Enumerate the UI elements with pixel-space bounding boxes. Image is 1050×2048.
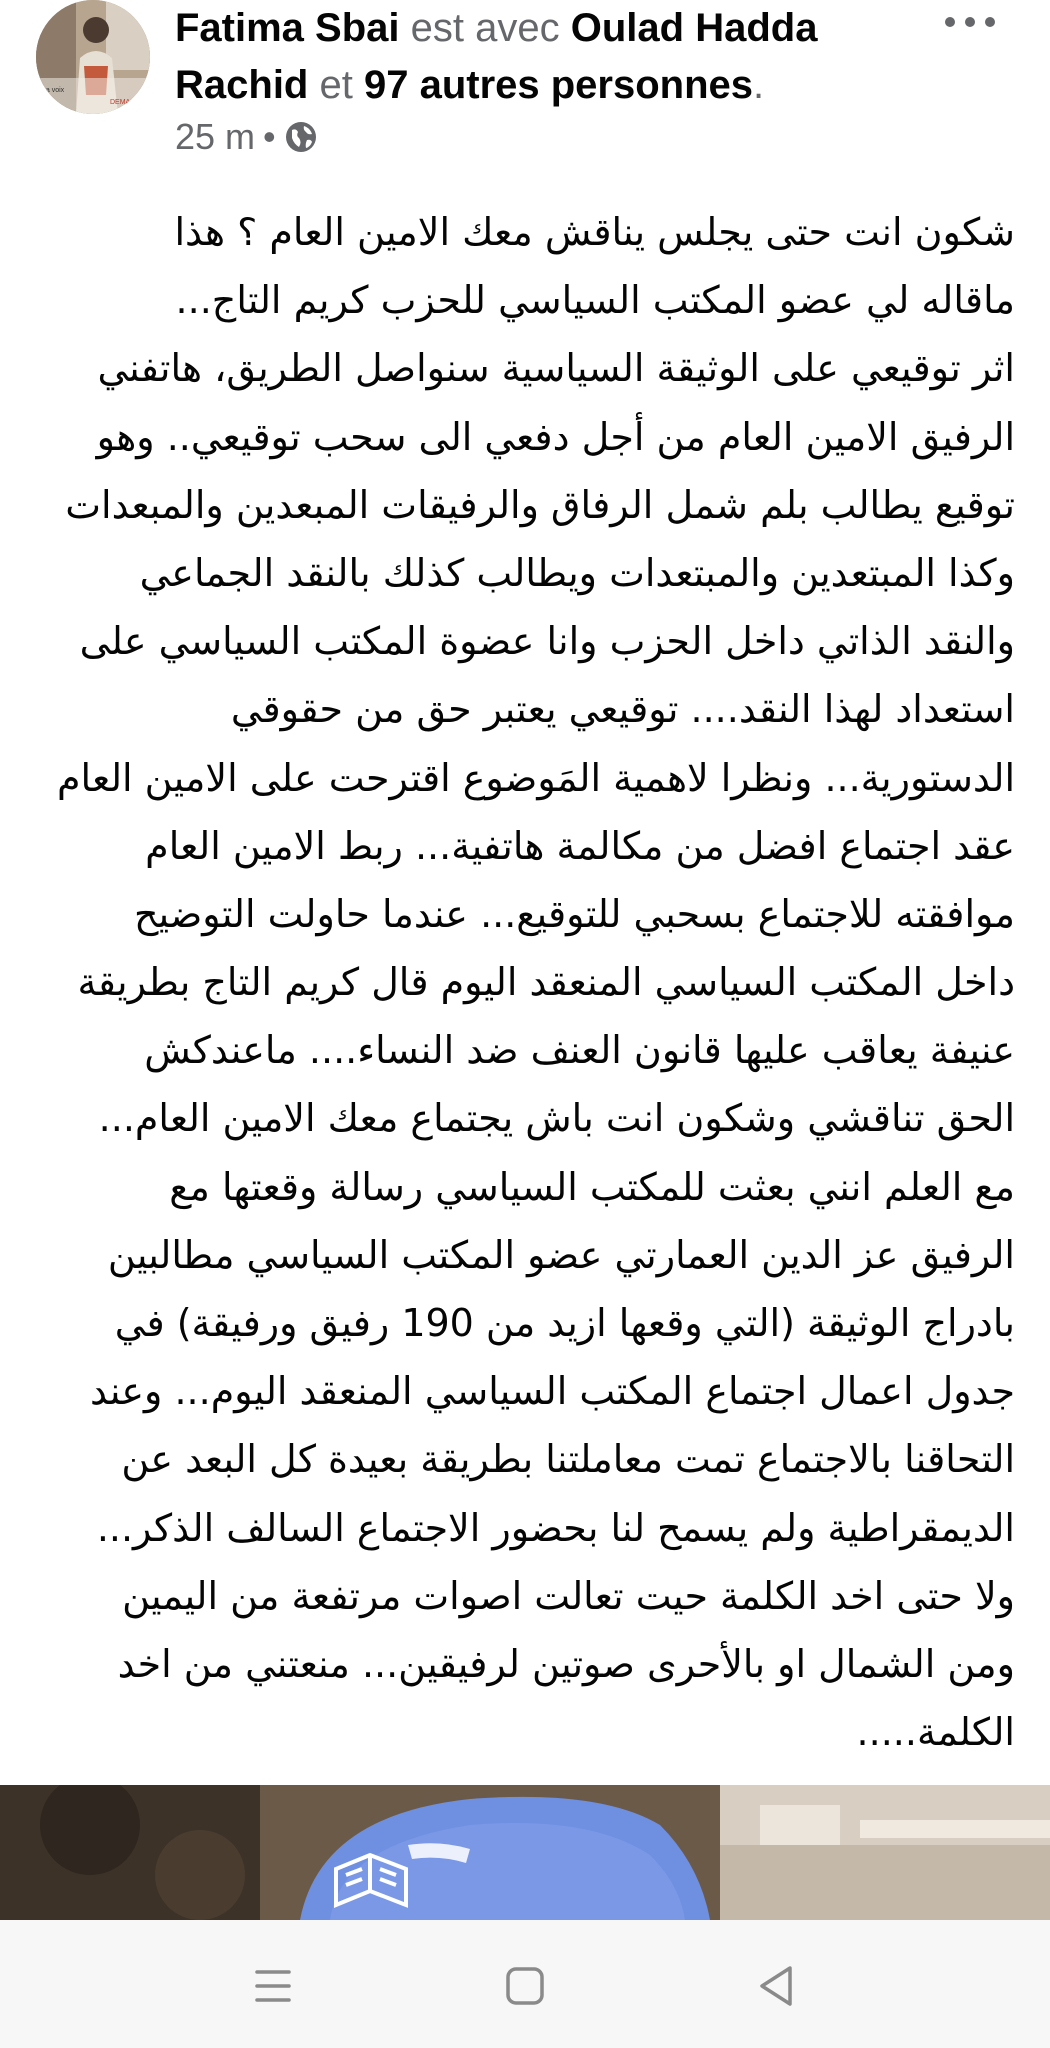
post-body-text xyxy=(40,198,1015,1766)
post-text-line: شكون انت حتى يجلس يناقش معك الامين العام ؟ هذا xyxy=(174,210,1015,254)
post-header xyxy=(0,0,1050,170)
post-text-line: الرفيق الامين العام من أجل دفعي الى سحب توقيعي.. وهو xyxy=(96,414,1015,459)
avatar-photo xyxy=(36,0,150,114)
post-text-line: مع العلم انني بعثت للمكتب السياسي رسالة وقعتها مع xyxy=(169,1164,1015,1209)
post-time[interactable]: 25 m xyxy=(175,116,256,157)
post-text-line: ولا حتى اخد الكلمة حيت تعالت اصوات مرتفعة من اليمين xyxy=(122,1573,1015,1618)
post-text-line: بادراج الوثيقة (التي وقعها ازيد من 190 رفيق ورفيقة) في xyxy=(114,1301,1015,1345)
post-photo-content xyxy=(0,1785,1050,1920)
post-text-line: الديمقراطية ولم يسمح لنا بحضور الاجتماع السالف الذكر... xyxy=(96,1505,1015,1550)
post-text-line: الدستورية... ونظرا لاهمية المَوضوع اقترحت على الامين العام xyxy=(57,755,1015,800)
avatar-caption: La voix xyxy=(42,87,65,94)
avatar-tag: DEMAIN xyxy=(110,99,138,106)
home-icon[interactable] xyxy=(495,1956,555,2016)
post-text-line: اثر توقيعي على الوثيقة السياسية سنواصل الطريق، هاتفني xyxy=(97,346,1015,391)
post-text-line: وكذا المبتعدين والمبتعدات ويطالب كذلك بالنقد الجماعي xyxy=(139,550,1015,595)
globe-icon[interactable] xyxy=(284,120,318,154)
post-photo[interactable] xyxy=(0,1785,1050,1920)
tagged-person-name-cont[interactable]: Rachid xyxy=(175,63,309,107)
post-meta xyxy=(175,116,318,158)
post-text-line: جدول اعمال اجتماع المكتب السياسي المنعقد اليوم... وعند xyxy=(89,1369,1015,1414)
more-options-icon[interactable] xyxy=(940,10,1000,34)
post-text-line: داخل المكتب السياسي المنعقد اليوم قال كريم التاج بطريقة xyxy=(77,960,1015,1005)
meta-separator: • xyxy=(263,116,276,157)
with-text: est avec xyxy=(410,6,560,50)
back-icon[interactable] xyxy=(746,1956,806,2016)
and-text: et xyxy=(319,63,353,107)
period-text: . xyxy=(753,63,765,107)
recent-apps-icon[interactable] xyxy=(243,1956,303,2016)
system-navigation-bar xyxy=(0,1920,1050,2048)
post-text-line: الكلمة..... xyxy=(856,1710,1015,1755)
post-text-line: التحاقنا بالاجتماع تمت معاملتنا بطريقة بعيدة كل البعد عن xyxy=(121,1437,1015,1482)
post-text-line: الرفيق عز الدين العمارتي عضو المكتب السياسي مطالبين xyxy=(107,1232,1015,1277)
post-author-line xyxy=(175,0,955,114)
post-text-line: عقد اجتماع افضل من مكالمة هاتفية... ربط الامين العام xyxy=(145,823,1015,868)
post-text-line: ومن الشمال او بالأحرى صوتين لرفيقين... منعتني من اخد xyxy=(117,1641,1015,1686)
post-text-line: الحق تناقشي وشكون انت باش يجتماع معك الامين العام... xyxy=(98,1096,1015,1141)
tagged-person-name[interactable]: Oulad Hadda xyxy=(570,6,818,50)
post-text-line: عنيفة يعاقب عليها قانون العنف ضد النساء.... ماعندكش xyxy=(144,1028,1015,1073)
post-text-line: والنقد الذاتي داخل الحزب وانا عضوة المكتب السياسي على xyxy=(79,619,1015,664)
author-avatar[interactable] xyxy=(36,0,150,114)
author-name[interactable]: Fatima Sbai xyxy=(175,6,400,50)
post-text-line: موافقته للاجتماع بسحبي للتوقيع... عندما حاولت التوضيح xyxy=(134,891,1015,936)
post-text-line: ماقاله لي عضو المكتب السياسي للحزب كريم التاج... xyxy=(175,278,1015,323)
post-text-line: استعداد لهذا النقد.... توقيعي يعتبر حق من حقوقي xyxy=(230,687,1015,732)
tagged-others-link[interactable]: 97 autres personnes xyxy=(363,63,754,107)
post-text-line: توقيع يطالب بلم شمل الرفاق والرفيقات المبعدين والمبعدات xyxy=(65,482,1015,527)
